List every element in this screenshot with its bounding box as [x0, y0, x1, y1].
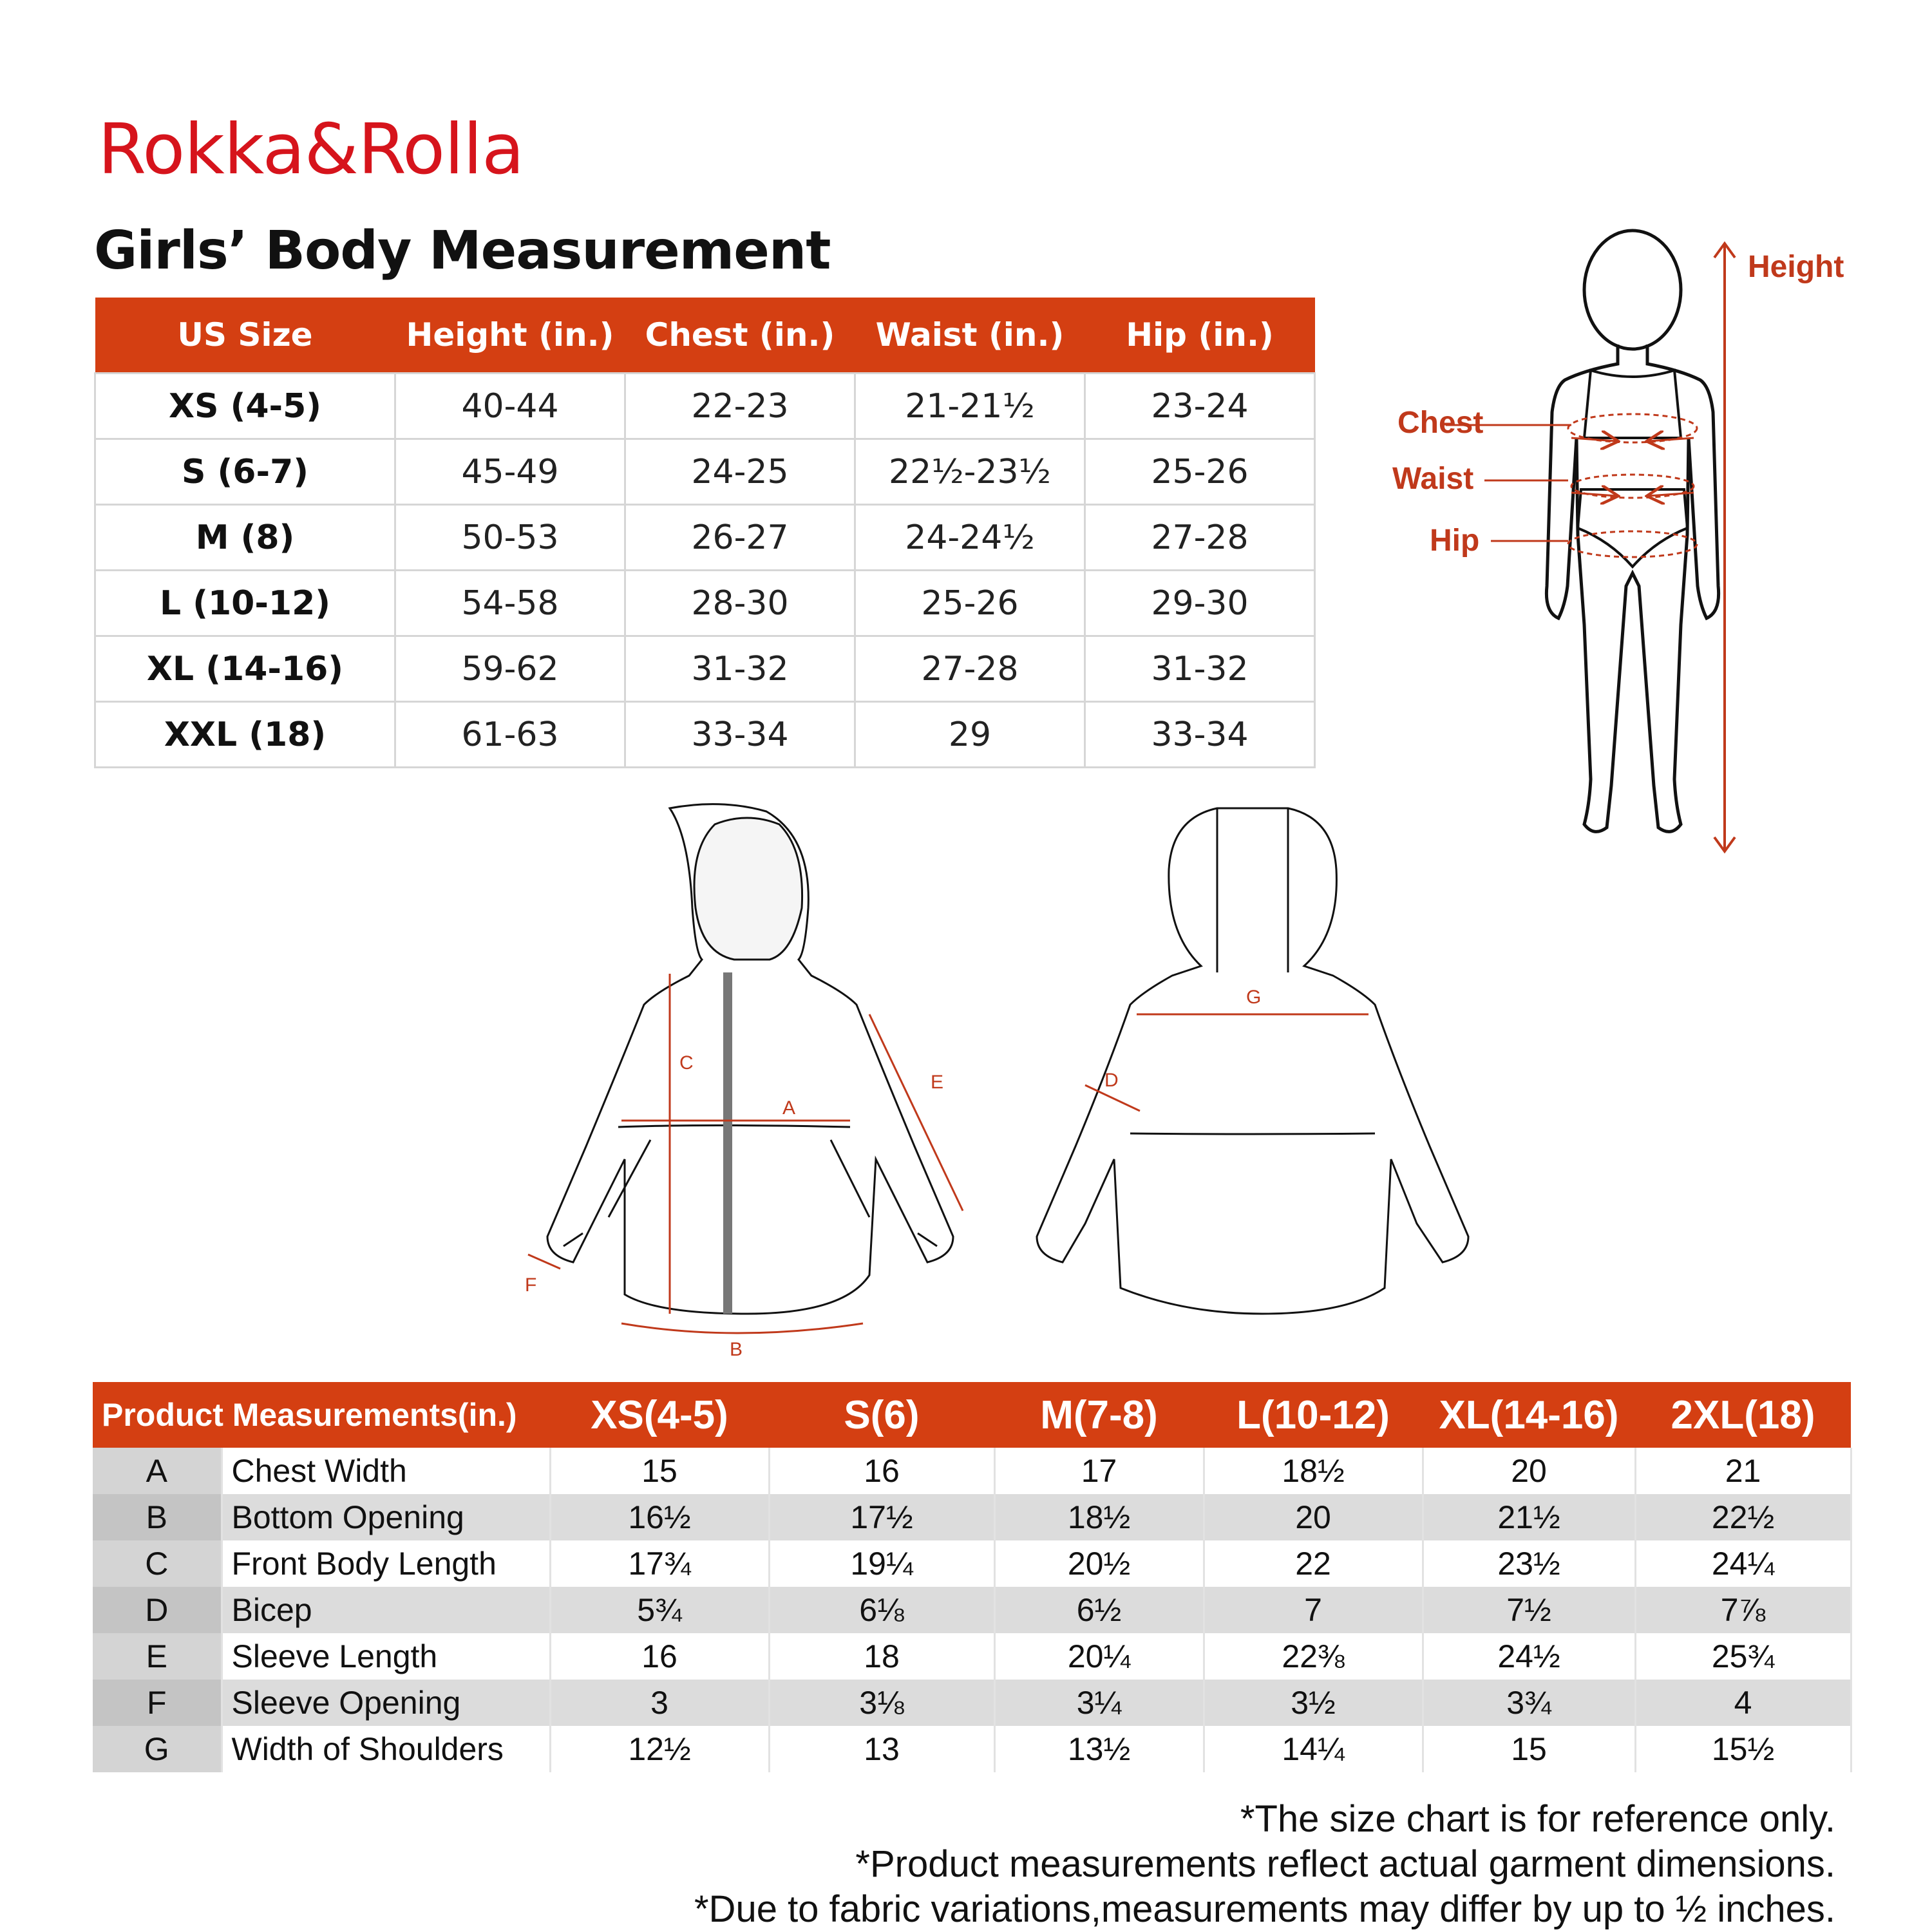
measure-value: 16 [769, 1448, 994, 1494]
header-waist: Waist (in.) [855, 298, 1085, 374]
table-row [95, 505, 1315, 571]
measure-value: 20¼ [994, 1633, 1204, 1680]
measure-value: 3¼ [994, 1680, 1204, 1726]
measure-value: 13½ [994, 1726, 1204, 1772]
measure-value: 15½ [1635, 1726, 1851, 1772]
page-title: Girls’ Body Measurement [94, 220, 831, 281]
footnote: *The size chart is for reference only. [1240, 1798, 1835, 1840]
measure-value: 20½ [994, 1540, 1204, 1587]
measure-f-label: F [525, 1274, 537, 1296]
table-row [93, 1540, 1851, 1587]
header-size: M(7-8) [994, 1382, 1204, 1448]
header-size: XL(14-16) [1423, 1382, 1635, 1448]
body-table-header-row [95, 298, 1315, 374]
jacket-back-diagram [1024, 799, 1488, 1340]
measure-c-label: C [679, 1052, 694, 1074]
table-row [93, 1448, 1851, 1494]
header-height: Height (in.) [395, 298, 625, 374]
measure-label: Chest Width [222, 1448, 550, 1494]
header-size: L(10-12) [1204, 1382, 1423, 1448]
measure-value: 19¼ [769, 1540, 994, 1587]
chest-label: Chest [1397, 406, 1484, 440]
footnote: *Product measurements reflect actual garment dimensions. [855, 1843, 1835, 1885]
measure-value: 22½ [1635, 1494, 1851, 1540]
measure-value: 5¾ [550, 1587, 769, 1633]
measure-value: 3½ [1204, 1680, 1423, 1726]
measure-value: 18 [769, 1633, 994, 1680]
height-cell: 61-63 [395, 702, 625, 768]
measure-value: 20 [1204, 1494, 1423, 1540]
measure-value: 17¾ [550, 1540, 769, 1587]
waist-cell: 21-21½ [855, 374, 1085, 439]
body-figure-diagram [1372, 225, 1900, 863]
height-cell: 40-44 [395, 374, 625, 439]
header-hip: Hip (in.) [1085, 298, 1315, 374]
measure-b-line [621, 1323, 863, 1333]
table-row [95, 374, 1315, 439]
size-cell: L (10-12) [95, 571, 395, 636]
height-label: Height [1748, 250, 1844, 284]
height-cell: 45-49 [395, 439, 625, 505]
table-row [93, 1494, 1851, 1540]
size-cell: XXL (18) [95, 702, 395, 768]
measure-value: 6⅛ [769, 1587, 994, 1633]
header-product-measurements: Product Measurements(in.) [93, 1382, 550, 1448]
hip-label: Hip [1430, 524, 1480, 558]
measure-label: Sleeve Length [222, 1633, 550, 1680]
hip-cell: 23-24 [1085, 374, 1315, 439]
measure-value: 3⅛ [769, 1680, 994, 1726]
table-row [95, 439, 1315, 505]
height-cell: 54-58 [395, 571, 625, 636]
chest-cell: 31-32 [625, 636, 855, 702]
measure-value: 4 [1635, 1680, 1851, 1726]
hip-cell: 33-34 [1085, 702, 1315, 768]
measure-a-label: A [782, 1097, 796, 1119]
body-measurement-table [94, 298, 1316, 768]
jacket-front-outline [547, 804, 953, 1314]
header-size: 2XL(18) [1635, 1382, 1851, 1448]
measure-value: 22 [1204, 1540, 1423, 1587]
brand-logo: Rokka&Rolla [98, 109, 524, 190]
measure-value: 7 [1204, 1587, 1423, 1633]
waist-cell: 24-24½ [855, 505, 1085, 571]
measure-letter: E [93, 1633, 222, 1680]
measure-value: 14¼ [1204, 1726, 1423, 1772]
measure-label: Bottom Opening [222, 1494, 550, 1540]
torso-arms-outline [1546, 345, 1718, 618]
head-outline [1584, 231, 1681, 349]
measure-b-label: B [730, 1339, 743, 1359]
chest-cell: 33-34 [625, 702, 855, 768]
hip-ellipse [1568, 531, 1697, 557]
hip-cell: 25-26 [1085, 439, 1315, 505]
measure-value: 3¾ [1423, 1680, 1635, 1726]
table-row [93, 1633, 1851, 1680]
measure-value: 7⅞ [1635, 1587, 1851, 1633]
hip-cell: 29-30 [1085, 571, 1315, 636]
measure-value: 24¼ [1635, 1540, 1851, 1587]
measure-value: 6½ [994, 1587, 1204, 1633]
measure-value: 15 [1423, 1726, 1635, 1772]
chest-cell: 24-25 [625, 439, 855, 505]
measure-value: 21½ [1423, 1494, 1635, 1540]
hip-cell: 31-32 [1085, 636, 1315, 702]
measure-value: 23½ [1423, 1540, 1635, 1587]
measure-value: 16½ [550, 1494, 769, 1540]
measure-value: 3 [550, 1680, 769, 1726]
measure-value: 12½ [550, 1726, 769, 1772]
footnotes [694, 1797, 1835, 1932]
waist-cell: 25-26 [855, 571, 1085, 636]
height-cell: 50-53 [395, 505, 625, 571]
product-measurement-table [93, 1382, 1852, 1772]
chest-cell: 22-23 [625, 374, 855, 439]
measure-value: 18½ [1204, 1448, 1423, 1494]
measure-letter: C [93, 1540, 222, 1587]
measure-value: 7½ [1423, 1587, 1635, 1633]
jacket-back-shell [1037, 808, 1468, 1314]
product-table-header-row [93, 1382, 1851, 1448]
table-row [93, 1726, 1851, 1772]
top-garment [1584, 370, 1681, 438]
size-cell: S (6-7) [95, 439, 395, 505]
header-chest: Chest (in.) [625, 298, 855, 374]
measure-value: 25¾ [1635, 1633, 1851, 1680]
measure-letter: D [93, 1587, 222, 1633]
height-cell: 59-62 [395, 636, 625, 702]
table-row [95, 571, 1315, 636]
waist-label: Waist [1392, 462, 1474, 496]
measure-label: Width of Shoulders [222, 1726, 550, 1772]
size-cell: XL (14-16) [95, 636, 395, 702]
measure-label: Bicep [222, 1587, 550, 1633]
measure-value: 22⅜ [1204, 1633, 1423, 1680]
size-cell: M (8) [95, 505, 395, 571]
measure-value: 18½ [994, 1494, 1204, 1540]
jacket-front-diagram [509, 799, 992, 1359]
measure-value: 24½ [1423, 1633, 1635, 1680]
chest-cell: 28-30 [625, 571, 855, 636]
waist-cell: 27-28 [855, 636, 1085, 702]
hood-opening [694, 818, 802, 960]
header-us-size: US Size [95, 298, 395, 374]
measure-letter: B [93, 1494, 222, 1540]
header-size: XS(4-5) [550, 1382, 769, 1448]
hip-cell: 27-28 [1085, 505, 1315, 571]
measure-letter: G [93, 1726, 222, 1772]
waist-cell: 29 [855, 702, 1085, 768]
table-row [95, 702, 1315, 768]
back-seam [1130, 1133, 1375, 1134]
table-row [93, 1587, 1851, 1633]
measure-value: 15 [550, 1448, 769, 1494]
measure-value: 17 [994, 1448, 1204, 1494]
measure-value: 13 [769, 1726, 994, 1772]
jacket-back-outline [1037, 808, 1468, 1314]
measure-e-label: E [931, 1072, 944, 1093]
table-row [93, 1680, 1851, 1726]
measure-value: 21 [1635, 1448, 1851, 1494]
measure-d-label: D [1104, 1070, 1119, 1091]
measure-value: 17½ [769, 1494, 994, 1540]
header-size: S(6) [769, 1382, 994, 1448]
waist-cell: 22½-23½ [855, 439, 1085, 505]
chest-cell: 26-27 [625, 505, 855, 571]
measure-label: Front Body Length [222, 1540, 550, 1587]
measure-g-label: G [1246, 987, 1262, 1008]
measure-letter: F [93, 1680, 222, 1726]
measure-label: Sleeve Opening [222, 1680, 550, 1726]
measure-f-line [528, 1255, 560, 1269]
measure-value: 16 [550, 1633, 769, 1680]
measure-value: 20 [1423, 1448, 1635, 1494]
table-row [95, 636, 1315, 702]
footnote: *Due to fabric variations,measurements may differ by up to ½ inches. [694, 1888, 1835, 1930]
measure-letter: A [93, 1448, 222, 1494]
size-cell: XS (4-5) [95, 374, 395, 439]
